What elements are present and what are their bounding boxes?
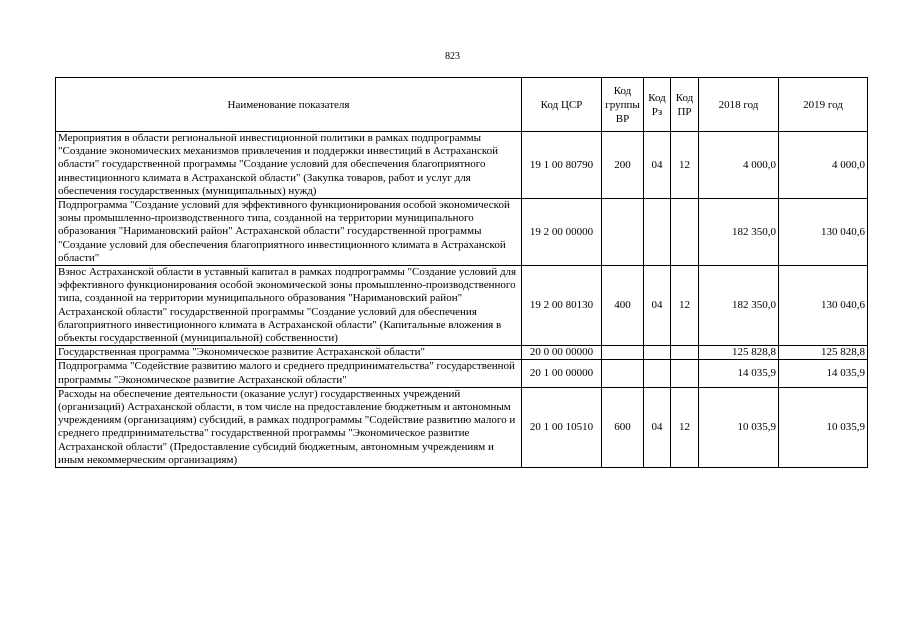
row-rz: 04 (644, 387, 671, 467)
row-vr: 600 (602, 387, 644, 467)
row-csr: 20 1 00 00000 (522, 360, 602, 387)
header-vr: Код группы ВР (602, 78, 644, 132)
table-row (56, 266, 868, 346)
table-row (56, 132, 868, 199)
row-name: Мероприятия в области региональной инвестиционной политики в рамках подпрограммы "Создание экономических механизмов привлечения и поддержки инвестиций в Астраханской области" государственной программы "Создание условий для обеспечения благоприятного инвестиционного климата в Астраханской области" (Закупка товаров, работ и услуг для обеспечения государственных (муниципальных) нужд) (56, 132, 522, 199)
row-name: Расходы на обеспечение деятельности (оказание услуг) государственных учреждений (организаций) Астраханской области, в том числе на предоставление бюджетным и автономным учреждениям (организациям) субсидий, в рамках подпрограммы "Содействие развитию малого и среднего предпринимательства" государственной программы "Экономическое развитие Астраханской области" (Предоставление субсидий бюджетным, автономным учреждениям и иным некоммерческим организациям) (56, 387, 522, 467)
row-2018: 4 000,0 (699, 132, 779, 199)
row-pr: 12 (671, 387, 699, 467)
row-csr: 20 1 00 10510 (522, 387, 602, 467)
row-2018: 10 035,9 (699, 387, 779, 467)
row-csr: 19 2 00 00000 (522, 199, 602, 266)
row-name: Подпрограмма "Создание условий для эффективного функционирования особой экономической зоны промышленно-производственного типа, созданной на территории муниципального образования "Наримановский район" Астраханской области" государственной программы "Создание условий для обеспечения благоприятного инвестиционного климата в Астраханской области" (56, 199, 522, 266)
row-pr: 12 (671, 266, 699, 346)
row-rz: 04 (644, 266, 671, 346)
row-vr (602, 360, 644, 387)
row-pr: 12 (671, 132, 699, 199)
header-2018: 2018 год (699, 78, 779, 132)
row-2019: 125 828,8 (779, 346, 868, 360)
row-vr: 400 (602, 266, 644, 346)
row-rz (644, 346, 671, 360)
row-csr: 19 1 00 80790 (522, 132, 602, 199)
page-number: 823 (445, 51, 460, 62)
row-name: Взнос Астраханской области в уставный капитал в рамках подпрограммы "Создание условий для эффективного функционирования особой экономической зоны промышленно-производственного типа, созданной на территории муниципального образования "Наримановский район" Астраханской области" государственной программы "Создание условий для обеспечения благоприятного инвестиционного климата в Астраханской области" (Капитальные вложения в объекты государственной (муниципальной) собственности) (56, 266, 522, 346)
row-2019: 130 040,6 (779, 199, 868, 266)
row-rz: 04 (644, 132, 671, 199)
header-pr: Код ПР (671, 78, 699, 132)
table-row (56, 360, 868, 387)
row-2018: 125 828,8 (699, 346, 779, 360)
row-2019: 130 040,6 (779, 266, 868, 346)
row-2019: 14 035,9 (779, 360, 868, 387)
row-2019: 10 035,9 (779, 387, 868, 467)
row-pr (671, 199, 699, 266)
row-name: Подпрограмма "Содействие развитию малого и среднего предпринимательства" государственной программы "Экономическое развитие Астраханской области" (56, 360, 522, 387)
budget-table (55, 77, 868, 468)
row-pr (671, 360, 699, 387)
row-pr (671, 346, 699, 360)
row-csr: 20 0 00 00000 (522, 346, 602, 360)
table-row (56, 199, 868, 266)
header-rz: Код Рз (644, 78, 671, 132)
row-vr: 200 (602, 132, 644, 199)
row-name: Государственная программа "Экономическое развитие Астраханской области" (56, 346, 522, 360)
table-row (56, 346, 868, 360)
row-2019: 4 000,0 (779, 132, 868, 199)
header-csr: Код ЦСР (522, 78, 602, 132)
table-header-row (56, 78, 868, 132)
table-row (56, 387, 868, 467)
row-csr: 19 2 00 80130 (522, 266, 602, 346)
row-vr (602, 346, 644, 360)
header-2019: 2019 год (779, 78, 868, 132)
row-rz (644, 199, 671, 266)
row-2018: 14 035,9 (699, 360, 779, 387)
row-rz (644, 360, 671, 387)
row-2018: 182 350,0 (699, 199, 779, 266)
row-2018: 182 350,0 (699, 266, 779, 346)
header-name: Наименование показателя (56, 78, 522, 132)
row-vr (602, 199, 644, 266)
